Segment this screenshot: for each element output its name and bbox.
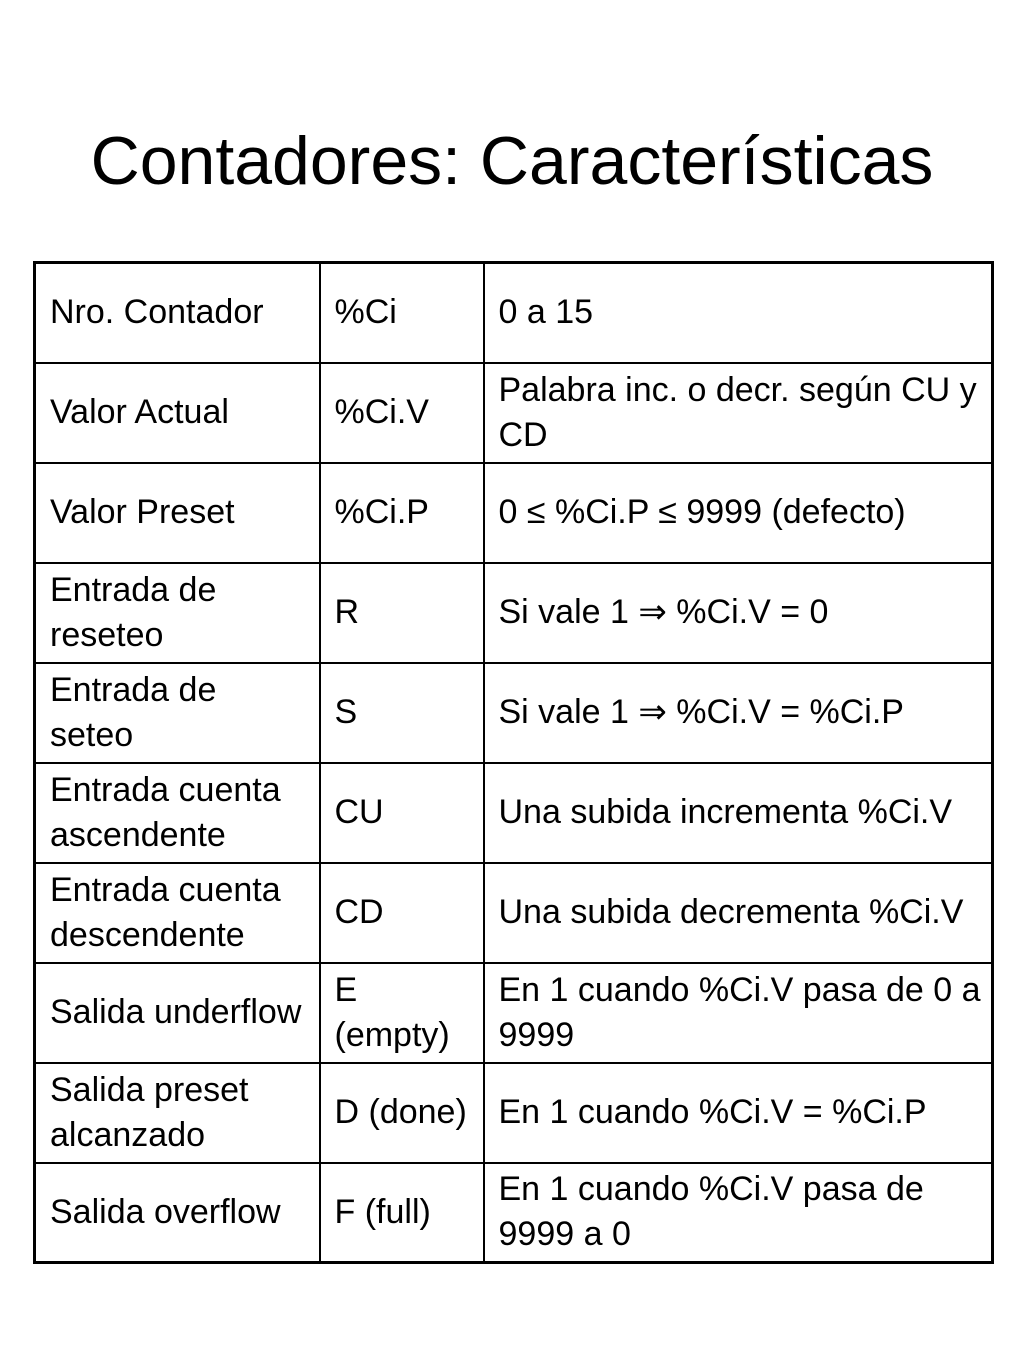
table-row [35,463,993,563]
property-name-cell: Valor Actual [35,363,320,463]
symbol-cell: %Ci.V [320,363,484,463]
property-name-cell: Entrada de reseteo [35,563,320,663]
description-cell: 0 ≤ %Ci.P ≤ 9999 (defecto) [484,463,993,563]
slide-title: Contadores: Características [90,123,934,199]
property-name-cell: Salida overflow [35,1163,320,1263]
description-cell: Palabra inc. o decr. según CU y CD [484,363,993,463]
property-name-cell: Entrada cuenta descendente [35,863,320,963]
property-name-cell: Nro. Contador [35,263,320,363]
symbol-cell: D (done) [320,1063,484,1163]
property-name-cell: Salida underflow [35,963,320,1063]
property-name-cell: Entrada de seteo [35,663,320,763]
table-row [35,1063,993,1163]
description-cell: En 1 cuando %Ci.V pasa de 9999 a 0 [484,1163,993,1263]
table-body [35,263,993,1263]
table-row [35,363,993,463]
property-name-cell: Salida preset alcanzado [35,1063,320,1163]
description-cell: Si vale 1 ⇒ %Ci.V = 0 [484,563,993,663]
symbol-cell: F (full) [320,1163,484,1263]
description-cell: Una subida decrementa %Ci.V [484,863,993,963]
description-cell: En 1 cuando %Ci.V = %Ci.P [484,1063,993,1163]
table-row [35,763,993,863]
property-name-cell: Valor Preset [35,463,320,563]
symbol-cell: %Ci [320,263,484,363]
symbol-cell: S [320,663,484,763]
symbol-cell: R [320,563,484,663]
symbol-cell: CD [320,863,484,963]
description-cell: Una subida incrementa %Ci.V [484,763,993,863]
table-row [35,563,993,663]
table-row [35,263,993,363]
counter-properties-table [33,261,994,1264]
description-cell: 0 a 15 [484,263,993,363]
symbol-cell: %Ci.P [320,463,484,563]
table-row [35,863,993,963]
table-row [35,663,993,763]
symbol-cell: CU [320,763,484,863]
table-row [35,963,993,1063]
description-cell: En 1 cuando %Ci.V pasa de 0 a 9999 [484,963,993,1063]
property-name-cell: Entrada cuenta ascendente [35,763,320,863]
symbol-cell: E (empty) [320,963,484,1063]
description-cell: Si vale 1 ⇒ %Ci.V = %Ci.P [484,663,993,763]
table-row [35,1163,993,1263]
